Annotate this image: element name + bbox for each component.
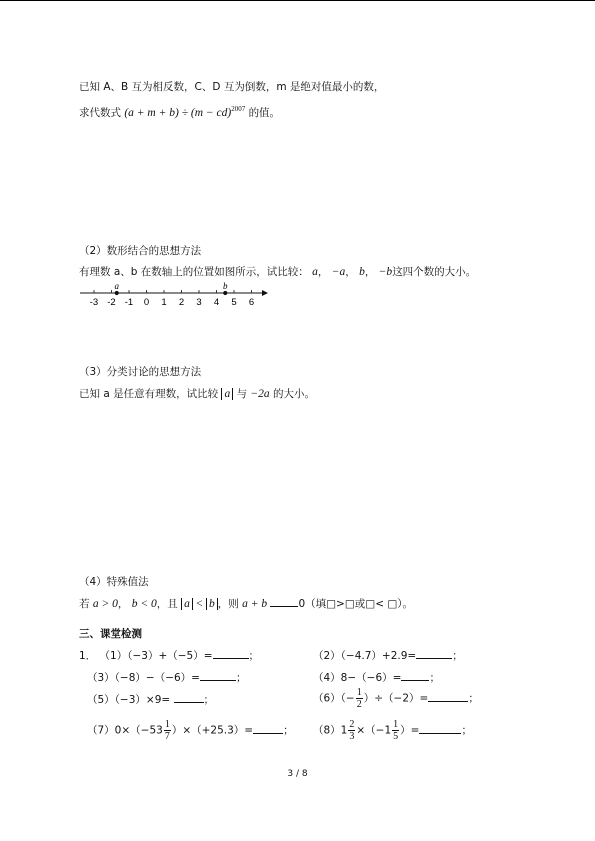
s4-t5: 0（填□>□或□< □）。 <box>298 598 413 610</box>
term-a: a <box>312 266 318 278</box>
fraction-two-thirds <box>348 719 355 742</box>
frac-denominator: 5 <box>393 731 399 742</box>
exercise-1-6-a: （6）（− <box>313 692 355 705</box>
frac-denominator: 2 <box>356 699 362 710</box>
point-a-dot <box>115 291 119 295</box>
number-line-tick-label: 4 <box>213 297 220 308</box>
semi-1: ； <box>248 650 260 662</box>
problem-1-suffix: 的值。 <box>248 107 281 119</box>
section-3-text <box>79 386 315 402</box>
number-line-tick-label: -3 <box>89 297 99 308</box>
abs-b-cond: b <box>206 598 218 610</box>
exercise-1-7-a: （7）0×（−53 <box>87 724 163 737</box>
fraction-one-seventh <box>164 719 171 742</box>
answer-blank-3[interactable] <box>200 670 236 681</box>
point-b-label: b <box>223 282 228 291</box>
frac-numerator: 2 <box>349 719 355 730</box>
exercise-1-4-row <box>313 670 440 685</box>
sum-a-b: a + b <box>242 598 268 610</box>
number-line-tick-label: -2 <box>107 297 116 308</box>
term-neg-a: −a <box>331 266 346 278</box>
exercise-1-row-1 <box>79 648 259 663</box>
section-3-mid: 与 <box>236 388 248 400</box>
s4-t3: ，且 <box>156 598 178 610</box>
semi-3: ； <box>235 672 247 684</box>
exercise-1-3: （3）（−8）−（−6）= <box>87 672 200 684</box>
number-line-tick-label: 2 <box>178 297 185 308</box>
exercise-1-3-row <box>87 670 246 685</box>
semi-7: ； <box>283 724 294 737</box>
term-b: b <box>359 266 365 278</box>
term-sep-1: ， <box>317 266 329 278</box>
less-than: < <box>196 598 203 610</box>
frac-denominator: 7 <box>164 731 170 742</box>
problem-1-line-2 <box>79 101 280 121</box>
number-line-tick-label: 0 <box>143 297 150 308</box>
section-2-prefix: 有理数 a、b 在数轴上的位置如图所示，试比较： <box>79 266 309 278</box>
s4-t1: 若 <box>79 598 90 610</box>
exercise-1-8-b: ×（−1 <box>356 724 392 737</box>
section-4-heading: （4）特殊值法 <box>79 576 149 588</box>
number-line-tick-label: 1 <box>161 297 167 308</box>
semi-2: ； <box>452 650 463 662</box>
section-3-suffix: 的大小。 <box>273 388 315 400</box>
answer-blank-5[interactable] <box>174 692 204 703</box>
cond-b-negative: b < 0 <box>131 598 157 610</box>
exercise-1-2: （2）（−4.7）+2.9= <box>313 650 417 662</box>
problem-1-line-1: 已知 A、B 互为相反数，C、D 互为倒数，m 是绝对值最小的数， <box>79 81 385 93</box>
exercise-1-1: （1）（−3）+（−5）= <box>99 650 213 662</box>
answer-blank-s4[interactable] <box>270 596 298 607</box>
exercise-1-5-row <box>87 692 214 707</box>
expression-exponent: 2007 <box>231 105 246 113</box>
frac-numerator: 1 <box>164 719 170 730</box>
abs-a-cond: a <box>181 598 193 610</box>
point-b-dot <box>223 291 227 295</box>
answer-blank-7[interactable] <box>253 723 283 734</box>
section-3-heading: （3）分类讨论的思想方法 <box>79 366 202 378</box>
section-2-text <box>79 264 476 280</box>
section-3-prefix: 已知 a 是任意有理数，试比较 <box>79 388 219 400</box>
section-2-suffix: 这四个数的大小。 <box>392 266 477 278</box>
exercise-1-4: （4）8−（−6）= <box>313 672 402 684</box>
page-number: 3 / 8 <box>287 769 308 779</box>
s4-t2: ， <box>117 598 129 610</box>
frac-numerator: 1 <box>356 687 362 698</box>
term-sep-2: ， <box>345 266 356 278</box>
semi-6: ； <box>468 692 479 705</box>
exercise-1-8-row <box>313 719 472 742</box>
number-line-tick-label: 6 <box>248 297 255 308</box>
cond-a-positive: a > 0 <box>92 598 118 610</box>
exercise-1-6-row <box>313 687 479 710</box>
answer-blank-1[interactable] <box>213 648 249 659</box>
section-4-text <box>79 596 413 612</box>
exercise-1-7-b: ）×（+25.3）= <box>171 724 254 737</box>
abs-a: a <box>221 388 233 400</box>
number-line-tick-label: -1 <box>124 297 134 308</box>
number-line-arrow <box>262 290 268 296</box>
problem-1-prefix: 求代数式 <box>79 107 121 119</box>
number-line <box>76 282 276 310</box>
answer-blank-2[interactable] <box>416 648 452 659</box>
algebraic-expression: (a + m + b) ÷ (m − cd) <box>124 107 232 119</box>
term-sep-3: ， <box>364 266 376 278</box>
exercise-1-6-b: ）÷（−2）= <box>363 692 429 705</box>
point-a-label: a <box>114 282 119 291</box>
answer-blank-6[interactable] <box>428 691 468 702</box>
number-line-tick-label: 3 <box>196 297 202 308</box>
frac-denominator: 3 <box>349 731 355 742</box>
answer-blank-4[interactable] <box>401 670 429 681</box>
semi-8: ； <box>461 724 472 737</box>
section-5-heading: 三、课堂检测 <box>79 628 142 640</box>
number-line-tick-label: 5 <box>231 297 237 308</box>
fraction-one-half <box>356 687 363 710</box>
section-2-heading: （2）数形结合的思想方法 <box>79 245 202 257</box>
answer-blank-8[interactable] <box>419 723 461 734</box>
s4-t4: ，则 <box>217 598 239 610</box>
neg-2a: −2a <box>250 388 270 400</box>
fraction-one-fifth <box>392 719 399 742</box>
exercise-number: 1． <box>79 650 97 662</box>
exercise-1-5: （5）（−3）×9= <box>87 694 171 706</box>
semi-4: ； <box>429 672 440 684</box>
exercise-1-7-row <box>87 719 294 742</box>
exercise-1-8-c: ）= <box>400 724 420 737</box>
exercise-1-8-a: （8）1 <box>313 724 348 737</box>
term-neg-b: −b <box>378 266 393 278</box>
exercise-1-2-row <box>313 648 463 663</box>
top-border <box>0 0 595 1</box>
frac-numerator: 1 <box>393 719 399 730</box>
semi-5: ； <box>203 694 215 706</box>
